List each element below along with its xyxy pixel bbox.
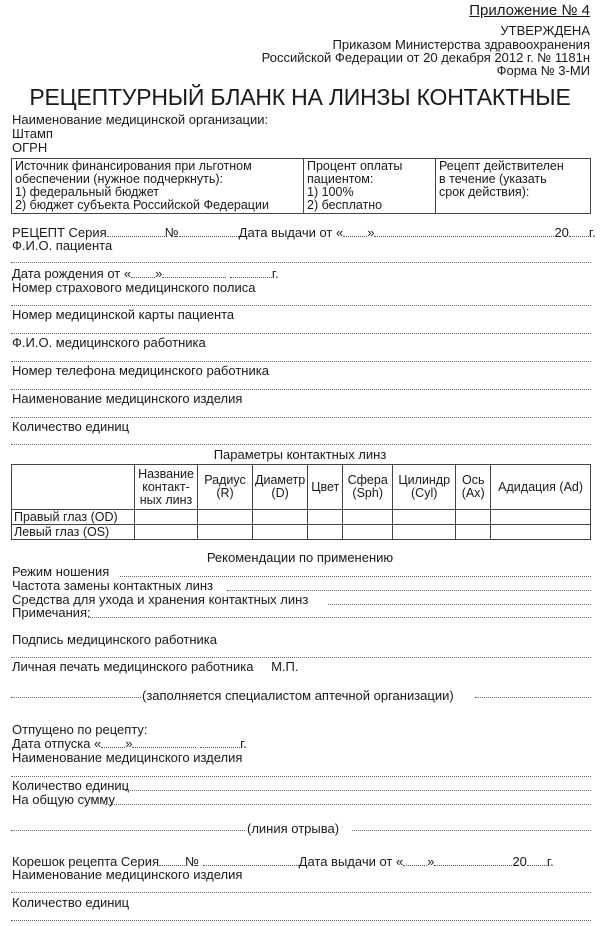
params-cell[interactable] [253, 510, 308, 525]
tear-line-right [352, 830, 591, 831]
params-cell[interactable] [393, 525, 456, 540]
params-cell[interactable] [198, 510, 253, 525]
worker-name-field[interactable] [11, 361, 591, 362]
stub-header-line: Корешок рецепта Серия № Дата выдачи от « » 20 г. [12, 854, 554, 869]
pharmacy-separator-left [11, 697, 141, 698]
medical-card-label: Номер медицинской карты пациента [12, 307, 235, 322]
params-row-left-eye [12, 525, 591, 540]
dispensed-quantity-label: Количество единиц [12, 778, 130, 793]
policy-label: Номер страхового медицинского полиса [12, 280, 256, 295]
birth-month-field[interactable] [162, 267, 226, 278]
params-cell[interactable] [343, 510, 393, 525]
params-col-lens-name: Название контакт-ных линз [135, 465, 198, 510]
birth-day-field[interactable] [131, 267, 155, 278]
stub-number-field[interactable] [203, 855, 299, 866]
stub-issue-day-field[interactable] [403, 855, 427, 866]
wear-mode-label: Режим ношения [12, 564, 110, 579]
params-cell[interactable] [456, 510, 491, 525]
stub-issue-year-field[interactable] [527, 855, 547, 866]
signature-field[interactable] [11, 657, 591, 658]
payment-option-free[interactable]: 2) бесплатно [307, 198, 383, 212]
params-col-radius: Радиус (R) [198, 465, 253, 510]
seal-line [12, 660, 298, 674]
params-cell[interactable] [393, 510, 456, 525]
total-label: На общую сумму [12, 792, 115, 807]
birth-date-line: Дата рождения от « » г. [12, 266, 279, 281]
dispensed-quantity-field[interactable] [125, 790, 591, 791]
pharmacy-separator-right [475, 697, 591, 698]
params-cell[interactable] [491, 525, 591, 540]
lens-params-table [11, 464, 591, 540]
payment-percent-cell: Процент оплаты пациентом: 1) 100% 2) бесплатно [304, 159, 436, 214]
device-name-label: Наименование медицинского изделия [12, 391, 243, 406]
params-cell[interactable] [135, 525, 198, 540]
form-number: Форма № 3-МИ [496, 63, 590, 78]
stub-device-label: Наименование медицинского изделия [12, 867, 243, 882]
row-label: Правый глаз (OD) [12, 510, 135, 525]
care-field[interactable] [328, 604, 591, 605]
device-name-field[interactable] [11, 417, 591, 418]
row-label: Левый глаз (OS) [12, 525, 135, 540]
params-col-color: Цвет [308, 465, 343, 510]
stub-series-field[interactable] [159, 855, 185, 866]
ogrn-label: ОГРН [12, 140, 48, 155]
payment-option-100[interactable]: 1) 100% [307, 185, 354, 199]
approved-label: УТВЕРЖДЕНА [500, 23, 590, 38]
worker-phone-field[interactable] [11, 389, 591, 390]
params-cell[interactable] [308, 525, 343, 540]
seal-label: Личная печать медицинского работника [12, 659, 254, 674]
worker-name-label: Ф.И.О. медицинского работника [12, 335, 206, 350]
params-col-cylinder: Цилиндр (Cyl) [393, 465, 456, 510]
params-col-addition: Адидация (Ad) [491, 465, 591, 510]
params-row-right-eye [12, 510, 591, 525]
params-col-sphere: Сфера (Sph) [343, 465, 393, 510]
params-col-axis: Ось (Ax) [456, 465, 491, 510]
dispense-day-field[interactable] [101, 737, 125, 748]
params-col-empty [12, 465, 135, 510]
dispense-month-field[interactable] [132, 737, 196, 748]
patient-name-field[interactable] [11, 262, 591, 263]
stub-quantity-field[interactable] [11, 920, 591, 921]
appendix-label: Приложение № 4 [469, 2, 590, 19]
wear-mode-field[interactable] [120, 576, 591, 577]
prescription-header-line: РЕЦЕПТ Серия № Дата выдачи от « » 20 г. [12, 225, 596, 240]
mp-label: М.П. [271, 659, 299, 674]
params-cell[interactable] [198, 525, 253, 540]
dispensed-label: Отпущено по рецепту: [12, 722, 148, 737]
lens-params-title: Параметры контактных линз [213, 447, 387, 462]
order-reference [262, 38, 590, 77]
tear-line-left [11, 830, 245, 831]
order-line-1: Приказом Министерства здравоохранения [332, 37, 590, 52]
params-col-diameter: Диаметр (D) [253, 465, 308, 510]
organization-name-label: Наименование медицинской организации: [12, 112, 269, 127]
params-cell[interactable] [456, 525, 491, 540]
number-field[interactable] [179, 226, 239, 237]
replacement-field[interactable] [227, 590, 591, 591]
birth-year-field[interactable] [230, 267, 272, 278]
financing-table [11, 158, 591, 214]
params-header-row [12, 465, 591, 510]
dispense-date-line: Дата отпуска « » г. [12, 736, 247, 751]
params-cell[interactable] [135, 510, 198, 525]
notes-field[interactable] [88, 617, 591, 618]
notes-label: Примечания: [12, 605, 91, 620]
series-field[interactable] [107, 226, 165, 237]
total-field[interactable] [105, 804, 591, 805]
financing-source-cell: Источник финансирования при льготном обеспечении (нужное подчеркнуть): 1) федеральный бюджет 2) бюджет субъекта Российской Федерации [12, 159, 304, 214]
pharmacy-separator-label: (заполняется специалистом аптечной организации) [142, 688, 454, 703]
policy-field[interactable] [11, 305, 591, 306]
issue-year-field[interactable] [569, 226, 589, 237]
replacement-label: Частота замены контактных линз [12, 578, 213, 593]
order-line-2: Российской Федерации от 20 декабря 2012 г. № 1181н [261, 50, 590, 65]
stamp-label: Штамп [12, 126, 53, 141]
params-cell[interactable] [253, 525, 308, 540]
tear-line-label: (линия отрыва) [247, 821, 340, 836]
issue-month-field[interactable] [374, 226, 554, 237]
quantity-label: Количество единиц [12, 419, 130, 434]
worker-phone-label: Номер телефона медицинского работника [12, 363, 269, 378]
care-label: Средства для ухода и хранения контактных линз [12, 592, 309, 607]
params-cell[interactable] [491, 510, 591, 525]
financing-option-regional[interactable]: 2) бюджет субъекта Российской Федерации [15, 198, 269, 212]
params-cell[interactable] [343, 525, 393, 540]
recommendations-title: Рекомендации по применению [206, 550, 394, 565]
validity-cell[interactable]: Рецепт действителен в течение (указать срок действия): [436, 159, 591, 214]
dispense-year-field[interactable] [200, 737, 240, 748]
stub-issue-month-field[interactable] [434, 855, 512, 866]
financing-option-federal[interactable]: 1) федеральный бюджет [15, 185, 160, 199]
quantity-field[interactable] [11, 444, 591, 445]
patient-name-label: Ф.И.О. пациента [12, 238, 113, 253]
params-cell[interactable] [308, 510, 343, 525]
stub-device-field[interactable] [11, 892, 591, 893]
dispensed-device-field[interactable] [11, 776, 591, 777]
dispensed-device-label: Наименование медицинского изделия [12, 750, 243, 765]
medical-card-field[interactable] [11, 333, 591, 334]
issue-day-field[interactable] [343, 226, 367, 237]
signature-label: Подпись медицинского работника [12, 632, 217, 647]
stub-quantity-label: Количество единиц [12, 895, 130, 910]
page-title: РЕЦЕПТУРНЫЙ БЛАНК НА ЛИНЗЫ КОНТАКТНЫЕ [29, 84, 571, 110]
